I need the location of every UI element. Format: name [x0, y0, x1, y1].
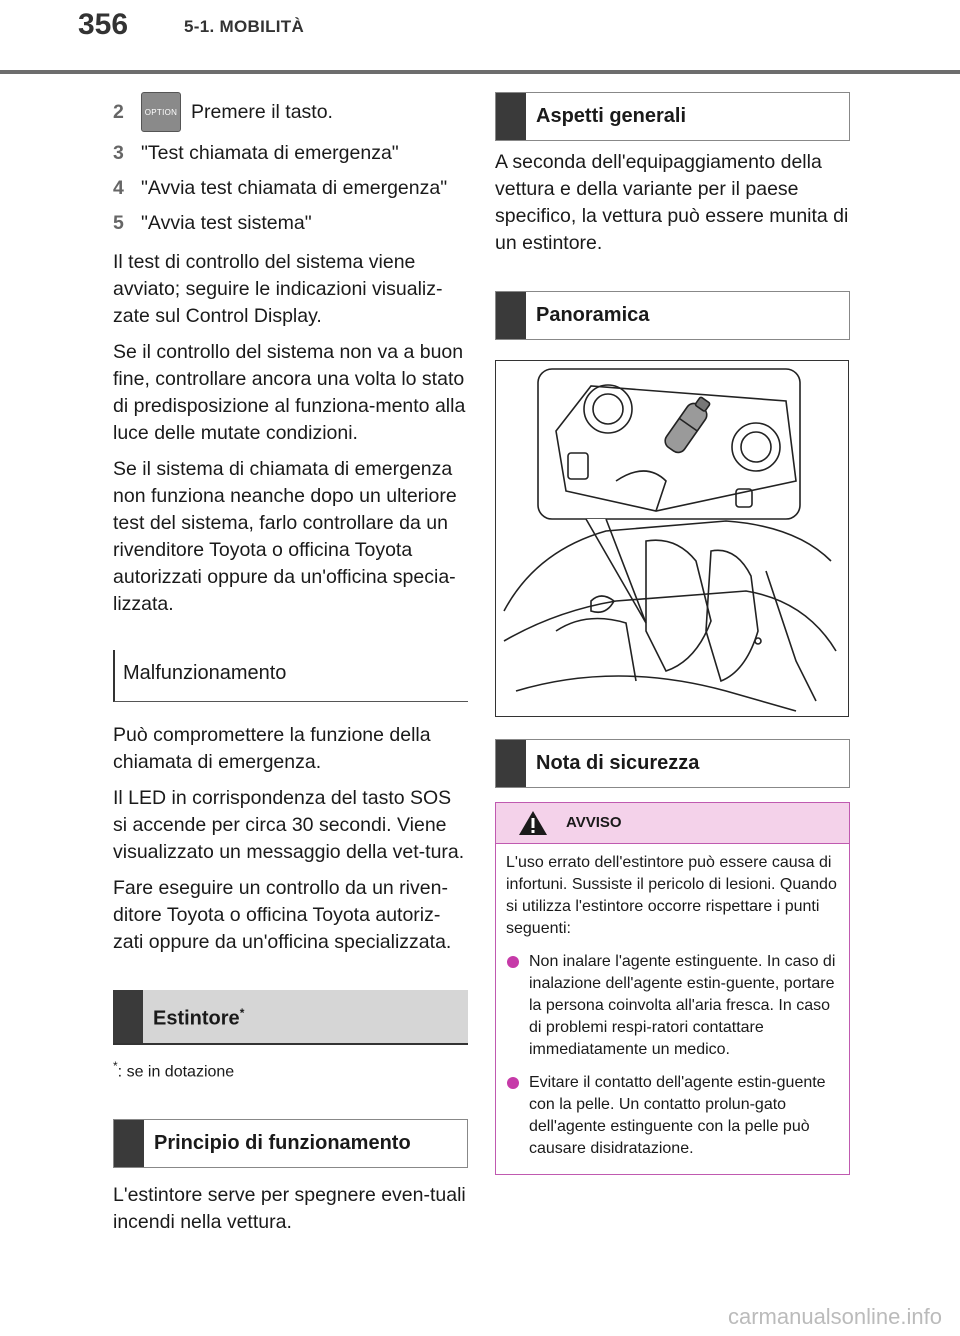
warning-bullet	[506, 1072, 837, 1160]
paragraph: L'estintore serve per spegnere even-tuali incendi nella vettura.	[113, 1183, 466, 1233]
step-text: "Test chiamata di emergenza"	[141, 142, 399, 164]
panel-cutout	[568, 453, 588, 479]
footnote-text: : se in dotazione	[117, 1062, 235, 1080]
page-number: 356	[78, 8, 129, 41]
paragraph: Il test di controllo del sistema viene avviato; seguire le indicazioni visualiz-zate sul Control Display.	[113, 251, 443, 327]
watermark: carmanualsonline.info	[727, 1304, 942, 1329]
step-text: "Avvia test sistema"	[141, 212, 312, 234]
bullet-text: Non inalare l'agente estinguente. In caso di inalazione dell'agente estin-guente, portare la persona coinvolta all'aria fresca. In caso di problemi respi-ratori contattare immediatamente un medico.	[529, 953, 836, 1058]
paragraph: Può compromettere la funzione della chiamata di emergenza.	[113, 724, 431, 773]
bullet-dot	[507, 1077, 519, 1089]
extinguisher-heading-text: Estintore	[153, 1007, 240, 1030]
bullet-dot	[507, 956, 519, 968]
paragraph: Se il sistema di chiamata di emergenza non funziona neanche dopo un ulteriore test del sistema, farlo controllare da un rivenditore Toyota o officina Toyota autorizzati oppure da un'officina specia-lizzata.	[113, 458, 457, 615]
paragraph: Fare eseguire un controllo da un riven-ditore Toyota o officina Toyota autoriz-zati oppure da un'officina specializzata.	[113, 877, 452, 953]
extinguisher-heading	[113, 990, 468, 1045]
principle-heading	[113, 1119, 468, 1168]
step-number: 2	[113, 100, 124, 123]
extinguisher-illustration	[495, 360, 849, 717]
overview-heading-text: Panoramica	[536, 304, 650, 326]
paragraph: Il LED in corrispondenza del tasto SOS si accende per circa 30 secondi. Viene visualizzato un messaggio della vet-tura.	[113, 787, 465, 863]
step-number: 4	[113, 177, 124, 199]
overview-heading	[495, 291, 850, 340]
step-number: 3	[113, 142, 124, 164]
footnote-asterisk: *	[113, 1058, 118, 1073]
seat-top	[616, 471, 666, 511]
safety-heading-text: Nota di sicurezza	[536, 752, 700, 774]
general-heading-text: Aspetti generali	[536, 105, 687, 127]
warning-intro: L'uso errato dell'estintore può essere causa di infortuni. Sussiste il pericolo di lesioni. Quando si utilizza l'estintore occorre rispettare i punti seguenti:	[506, 854, 837, 937]
page-header	[0, 0, 960, 72]
extinguisher-icon	[662, 394, 714, 456]
heading-block	[496, 740, 526, 787]
warning-body	[496, 844, 849, 1174]
speaker-left	[584, 385, 632, 433]
step-4	[113, 175, 468, 202]
paragraph: A seconda dell'equipaggiamento della vettura e della variante per il paese specifico, la vettura può essere munita di un estintore.	[495, 151, 849, 254]
step-3	[113, 140, 468, 167]
car-interior-drawing	[496, 361, 848, 716]
heading-block	[496, 93, 526, 140]
passenger-seat	[706, 550, 758, 681]
paragraph: Se il controllo del sistema non va a buon fine, controllare ancora una volta lo stato di predisposizione al funziona-mento alla luce delle mutate condizioni.	[113, 341, 466, 444]
warning-bullet	[506, 951, 837, 1061]
header-rule	[0, 70, 960, 74]
warning-label: AVVISO	[566, 814, 622, 831]
warning-triangle-icon	[518, 810, 548, 836]
speaker-right	[732, 423, 780, 471]
chapter-title: 5-1. MOBILITÀ	[184, 17, 305, 36]
option-button-icon: OPTION	[141, 92, 181, 132]
right-column	[495, 92, 850, 1175]
heading-block	[113, 990, 143, 1043]
bullet-text: Evitare il contatto dell'agente estin-guente con la pelle. Un contatto prolun-gato dell'agente estinguente con la pelle può causare disidratazione.	[529, 1074, 826, 1157]
heading-block	[114, 1120, 144, 1167]
principle-heading-text: Principio di funzionamento	[154, 1131, 411, 1154]
footnote	[113, 1053, 468, 1085]
step-5	[113, 210, 468, 237]
step-number: 5	[113, 212, 124, 234]
warning-header	[496, 803, 849, 844]
asterisk: *	[239, 1006, 245, 1020]
general-heading	[495, 92, 850, 141]
step-text: Premere il tasto.	[191, 100, 333, 123]
heading-block	[496, 292, 526, 339]
step-text: "Avvia test chiamata di emergenza"	[141, 177, 448, 199]
driver-seat	[646, 540, 711, 671]
malfunction-heading: Malfunzionamento	[113, 650, 468, 702]
safety-heading	[495, 739, 850, 788]
warning-box	[495, 802, 850, 1175]
step-2	[113, 92, 468, 132]
left-column	[113, 92, 468, 1245]
